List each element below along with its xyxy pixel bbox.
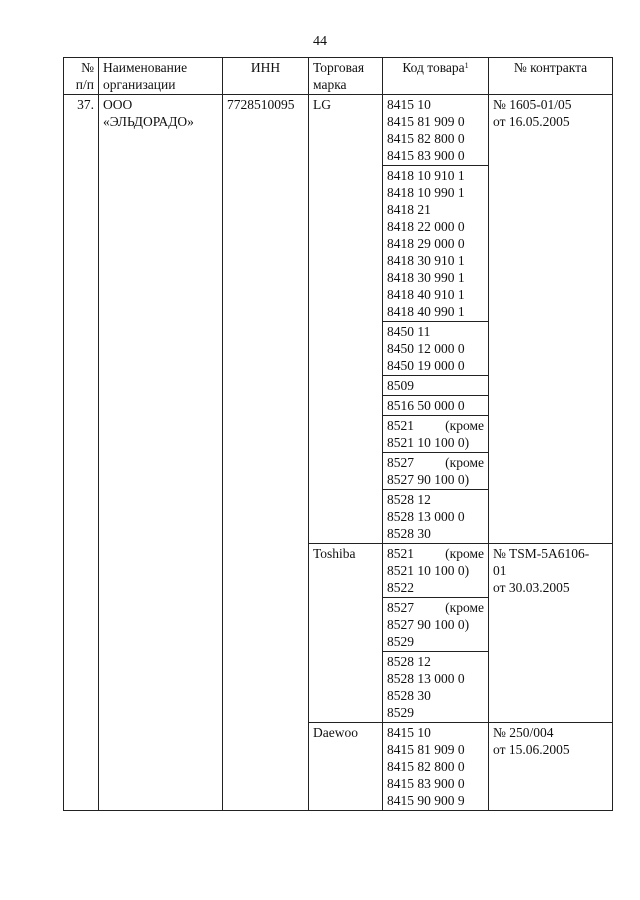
contract-line: № 250/004: [493, 725, 554, 740]
product-code-text: 8450 19 000 0: [387, 358, 465, 373]
product-code-text: 8521 10 100 0): [387, 563, 470, 578]
product-code-line: [387, 340, 484, 357]
product-code-text: 8415 82 800 0: [387, 759, 465, 774]
product-code-line: [387, 269, 484, 286]
trademark-cell: LG: [309, 95, 383, 544]
product-code-line: [387, 434, 484, 451]
product-code-text: 8450 12 000 0: [387, 341, 465, 356]
trademark-cell: Toshiba: [309, 544, 383, 723]
product-code-line: [387, 377, 484, 394]
header-no-line1: №: [81, 60, 94, 75]
product-code-text: 8528 13 000 0: [387, 509, 465, 524]
product-code-line: [387, 201, 484, 218]
product-code-text: 8516 50 000 0: [387, 398, 465, 413]
product-code-line: [387, 167, 484, 184]
inn-value: 7728510095: [223, 95, 309, 811]
product-code-text: 8527: [387, 600, 414, 615]
contract-line: от 15.06.2005: [493, 742, 570, 757]
product-code-cell: [383, 598, 489, 652]
product-code-text: 8415 90 900 9: [387, 793, 465, 808]
product-code-cell: [383, 95, 489, 166]
product-code-text: 8418 22 000 0: [387, 219, 465, 234]
product-code-line: [387, 599, 484, 616]
product-code-line: [387, 724, 484, 741]
table-header-row: [64, 58, 613, 95]
header-name: [99, 58, 223, 95]
header-name-line1: Наименование: [103, 60, 188, 75]
product-code-text: 8528 12: [387, 654, 431, 669]
product-code-line: [387, 184, 484, 201]
organization-name: [99, 95, 223, 811]
product-code-text: 8529: [387, 634, 414, 649]
product-code-text: 8418 30 910 1: [387, 253, 465, 268]
product-code-cell: [383, 166, 489, 322]
product-code-line: [387, 758, 484, 775]
product-code-line: [387, 147, 484, 164]
product-code-text: 8418 30 990 1: [387, 270, 465, 285]
product-code-line: [387, 579, 484, 596]
product-code-text: 8418 10 990 1: [387, 185, 465, 200]
product-code-line: [387, 113, 484, 130]
header-code-footnote: 1: [464, 61, 469, 70]
product-code-text: 8415 83 900 0: [387, 148, 465, 163]
product-code-text: 8528 13 000 0: [387, 671, 465, 686]
product-code-line: [387, 508, 484, 525]
product-code-line: [387, 616, 484, 633]
header-contract-text: № контракта: [513, 60, 588, 75]
product-code-text: 8521 10 100 0): [387, 435, 470, 450]
header-inn-text: ИНН: [250, 60, 281, 75]
product-code-text: (кроме: [445, 600, 484, 615]
product-code-cell: [383, 723, 489, 811]
product-code-text: 8415 82 800 0: [387, 131, 465, 146]
product-code-line: [387, 741, 484, 758]
product-code-cell: [383, 652, 489, 723]
product-code-text: 8415 81 909 0: [387, 114, 465, 129]
header-trademark-line2: марка: [313, 77, 347, 92]
product-code-cell: [383, 322, 489, 376]
product-code-line: [387, 323, 484, 340]
product-code-text: 8527 90 100 0): [387, 472, 470, 487]
product-code-text: 8521: [387, 546, 414, 561]
product-code-cell: [383, 416, 489, 453]
header-inn: [223, 58, 309, 95]
contract-line: от 16.05.2005: [493, 114, 570, 129]
product-code-text: (кроме: [445, 455, 484, 470]
product-code-text: (кроме: [445, 546, 484, 561]
contract-line: от 30.03.2005: [493, 580, 570, 595]
header-trademark-line1: Торговая: [313, 60, 365, 75]
product-code-text: 8418 40 990 1: [387, 304, 465, 319]
product-code-line: [387, 252, 484, 269]
organization-name-line: ООО: [103, 97, 133, 112]
product-code-text: 8415 83 900 0: [387, 776, 465, 791]
product-code-line: [387, 687, 484, 704]
product-code-cell: [383, 376, 489, 396]
product-code-line: [387, 471, 484, 488]
product-code-cell: [383, 544, 489, 598]
organization-name-line: «ЭЛЬДОРАДО»: [103, 114, 194, 129]
page-number: 44: [313, 34, 327, 49]
product-code-cell: [383, 490, 489, 544]
product-code-line: [387, 130, 484, 147]
product-code-text: 8509: [387, 378, 414, 393]
product-code-text: 8521: [387, 418, 414, 433]
header-no-line2: п/п: [75, 77, 94, 92]
contract-line: № TSM-5A6106-: [493, 546, 590, 561]
product-code-text: 8415 10: [387, 97, 431, 112]
header-name-line2: организации: [103, 77, 176, 92]
product-code-line: [387, 562, 484, 579]
product-code-line: [387, 218, 484, 235]
product-code-text: 8418 10 910 1: [387, 168, 465, 183]
table-row: [64, 95, 613, 166]
product-code-line: [387, 792, 484, 809]
product-code-text: 8418 21: [387, 202, 431, 217]
product-code-text: 8418 40 910 1: [387, 287, 465, 302]
header-code: [383, 58, 489, 95]
product-code-line: [387, 633, 484, 650]
product-code-text: (кроме: [445, 418, 484, 433]
product-code-line: [387, 525, 484, 542]
product-code-line: [387, 397, 484, 414]
product-code-line: [387, 454, 484, 471]
contract-line: 01: [493, 563, 507, 578]
product-code-text: 8528 12: [387, 492, 431, 507]
header-contract: [489, 58, 613, 95]
product-code-line: [387, 286, 484, 303]
product-code-line: [387, 357, 484, 374]
product-code-line: [387, 670, 484, 687]
product-code-line: [387, 417, 484, 434]
contract-cell: [489, 95, 613, 544]
product-code-cell: [383, 396, 489, 416]
product-code-cell: [383, 453, 489, 490]
product-code-line: [387, 653, 484, 670]
contract-cell: [489, 723, 613, 811]
contract-line: № 1605-01/05: [493, 97, 572, 112]
product-code-text: 8522: [387, 580, 414, 595]
product-code-text: 8450 11: [387, 324, 431, 339]
product-code-text: 8415 81 909 0: [387, 742, 465, 757]
product-code-line: [387, 235, 484, 252]
product-code-text: 8529: [387, 705, 414, 720]
product-code-line: [387, 96, 484, 113]
product-code-line: [387, 303, 484, 320]
product-code-text: 8527 90 100 0): [387, 617, 470, 632]
header-no: [64, 58, 99, 95]
row-number: 37.: [64, 95, 99, 811]
product-code-text: 8418 29 000 0: [387, 236, 465, 251]
product-code-line: [387, 491, 484, 508]
product-code-line: [387, 775, 484, 792]
product-code-text: 8415 10: [387, 725, 431, 740]
product-code-text: 8528 30: [387, 688, 431, 703]
contract-cell: [489, 544, 613, 723]
trademark-cell: Daewoo: [309, 723, 383, 811]
header-trademark: [309, 58, 383, 95]
product-code-text: 8527: [387, 455, 414, 470]
product-code-line: [387, 704, 484, 721]
contracts-table: [63, 57, 613, 811]
product-code-text: 8528 30: [387, 526, 431, 541]
product-code-line: [387, 545, 484, 562]
header-code-text: Код товара: [402, 60, 465, 75]
